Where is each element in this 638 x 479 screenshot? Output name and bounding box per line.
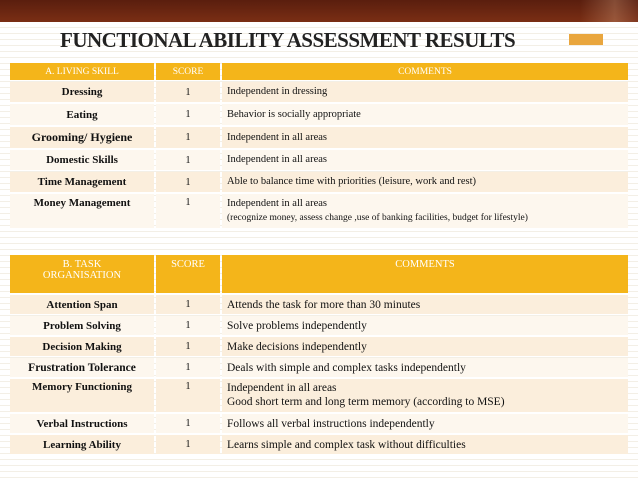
- task-name: Problem Solving: [10, 316, 154, 335]
- slide-top-bar: [0, 0, 638, 22]
- skill-name: Eating: [10, 104, 154, 125]
- living-skill-header-row: [10, 63, 628, 80]
- task-organisation-table: [8, 253, 630, 456]
- task-score: 1: [156, 295, 220, 314]
- task-score: 1: [156, 414, 220, 433]
- living-skill-header: A. LIVING SKILL: [10, 63, 154, 80]
- task-score: 1: [156, 337, 220, 356]
- task-comment: Deals with simple and complex tasks independently: [222, 358, 628, 377]
- table-row: [10, 295, 628, 314]
- skill-score: 1: [156, 172, 220, 192]
- skill-name: Grooming/ Hygiene: [10, 127, 154, 148]
- task-comment-detail: Good short term and long term memory (according to MSE): [227, 396, 505, 408]
- task-score: 1: [156, 316, 220, 335]
- skill-comment: [222, 194, 628, 228]
- skill-name: Money Management: [10, 194, 154, 228]
- skill-score: 1: [156, 127, 220, 148]
- top-bar-accent: [580, 0, 638, 22]
- score-header: SCORE: [156, 63, 220, 80]
- table-row: [10, 150, 628, 170]
- task-comment: [222, 379, 628, 412]
- skill-comment: Independent in all areas: [222, 150, 628, 170]
- task-organisation-header: [10, 255, 154, 293]
- table-row: [10, 316, 628, 335]
- task-name: Attention Span: [10, 295, 154, 314]
- task-header-line2: ORGANISATION: [42, 270, 122, 281]
- table-row: [10, 104, 628, 125]
- task-name: Frustration Tolerance: [10, 358, 154, 377]
- skill-comment: Behavior is socially appropriate: [222, 104, 628, 125]
- task-comment: Solve problems independently: [222, 316, 628, 335]
- task-comment-line: Independent in all areas: [227, 382, 337, 394]
- title-accent-bar: [569, 34, 603, 45]
- table-row: [10, 194, 628, 228]
- skill-comment-line: Independent in all areas: [227, 198, 327, 209]
- skill-name: Domestic Skills: [10, 150, 154, 170]
- table-row: [10, 414, 628, 433]
- table-row: [10, 172, 628, 192]
- skill-score: 1: [156, 194, 220, 228]
- skill-comment: Able to balance time with priorities (leisure, work and rest): [222, 172, 628, 192]
- skill-score: 1: [156, 104, 220, 125]
- comments-header: COMMENTS: [222, 255, 628, 293]
- skill-comment: Independent in all areas: [222, 127, 628, 148]
- table-row: [10, 379, 628, 412]
- task-name: Decision Making: [10, 337, 154, 356]
- table-row: [10, 435, 628, 454]
- skill-name: Time Management: [10, 172, 154, 192]
- skill-score: 1: [156, 150, 220, 170]
- skill-score: 1: [156, 82, 220, 102]
- table-row: [10, 127, 628, 148]
- table-row: [10, 82, 628, 102]
- skill-name: Dressing: [10, 82, 154, 102]
- task-comment: Learns simple and complex task without difficulties: [222, 435, 628, 454]
- table-row: [10, 358, 628, 377]
- task-organisation-header-row: [10, 255, 628, 293]
- comments-header: COMMENTS: [222, 63, 628, 80]
- task-comment: Attends the task for more than 30 minutes: [222, 295, 628, 314]
- task-name: Learning Ability: [10, 435, 154, 454]
- task-comment: Follows all verbal instructions independently: [222, 414, 628, 433]
- task-score: 1: [156, 435, 220, 454]
- task-header-line1: B. TASK: [62, 259, 102, 270]
- task-name: Verbal Instructions: [10, 414, 154, 433]
- slide-title: FUNCTIONAL ABILITY ASSESSMENT RESULTS: [60, 28, 516, 52]
- task-name: Memory Functioning: [10, 379, 154, 412]
- skill-comment-detail: (recognize money, assess change ,use of banking facilities, budget for lifestyle): [227, 213, 528, 223]
- task-score: 1: [156, 379, 220, 412]
- table-row: [10, 337, 628, 356]
- skill-comment: Independent in dressing: [222, 82, 628, 102]
- living-skill-table: [8, 61, 630, 230]
- score-header: SCORE: [156, 255, 220, 293]
- task-score: 1: [156, 358, 220, 377]
- task-comment: Make decisions independently: [222, 337, 628, 356]
